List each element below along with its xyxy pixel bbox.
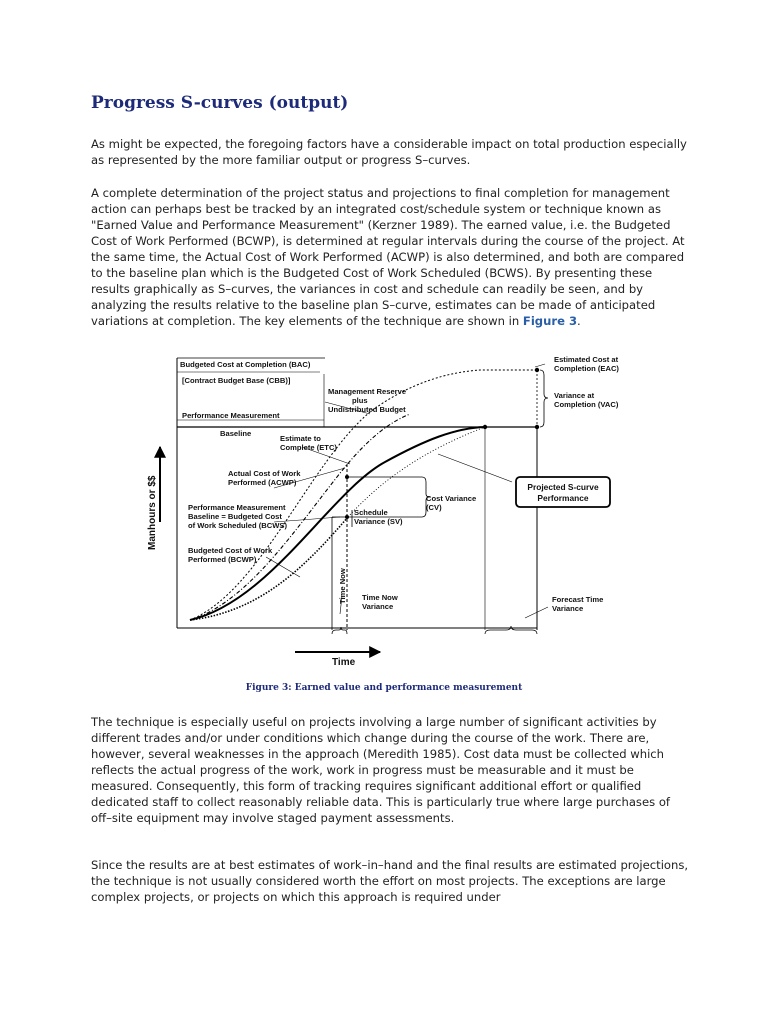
paragraph-earned-value-text: A complete determination of the project status and projections to final completion for management action can perhaps best be tracked by an integrated cost/schedule system or technique known as "Earned Value and Performance Measurement" (Kerzner 1989). The earned value, i.e. the Budgeted Cost of Work Performed (BCWP), is determined at regular intervals during the course of the project. At the same time, the Actual Cost of Work Performed (ACWP) is also determined, and both are compared to the baseline plan which is the Budgeted Cost of Work Scheduled (BCWS). By presenting these results graphically as S–curves, the variances in cost and schedule can readily be seen, and by analyzing the results relative to the baseline plan S–curve, estimates can be made of anticipated variations at completion. The key elements of the technique are shown in — [91, 186, 685, 328]
figure-earned-value-diagram — [140, 352, 640, 674]
label-ftv-1: Forecast Time — [552, 595, 604, 604]
page-title: Progress S-curves (output) — [91, 93, 349, 113]
label-sv-2: Variance (SV) — [354, 517, 403, 526]
label-mr-3: Undistributed Budget — [328, 405, 406, 414]
label-time-now-vertical: Time Now — [338, 568, 347, 604]
label-bcwp-1: Budgeted Cost of Work — [188, 546, 273, 555]
projected-leader — [438, 454, 512, 482]
bcwp-timenow-dot — [345, 515, 349, 519]
label-pmb-2: Baseline — [220, 429, 252, 438]
label-sv-1: Schedule — [354, 508, 388, 517]
label-bcws-1: Performance Measurement — [188, 503, 286, 512]
vac-brace — [540, 370, 548, 427]
label-mr-2: plus — [352, 396, 368, 405]
paragraph-intro: As might be expected, the foregoing factors have a considerable impact on total production especially as represented by the more familiar output or progress S–curves. — [91, 137, 687, 167]
paragraph-end-period: . — [577, 314, 581, 328]
label-bac: Budgeted Cost at Completion (BAC) — [180, 360, 311, 369]
label-eac-1: Estimated Cost at — [554, 355, 619, 364]
bac-dot — [535, 425, 539, 429]
label-ftv-2: Variance — [552, 604, 584, 613]
label-projected-2: Performance — [537, 493, 589, 503]
label-projected-1: Projected S-curve — [527, 482, 599, 492]
label-vac-1: Variance at — [554, 391, 595, 400]
completion-dot — [483, 425, 487, 429]
figure-3-link[interactable]: Figure 3 — [522, 314, 578, 328]
bcwp-curve — [190, 517, 348, 620]
figure-caption: Figure 3: Earned value and performance measurement — [245, 683, 523, 693]
label-mr-1: Management Reserve — [328, 387, 407, 396]
label-y-axis: Manhours or $$ — [147, 475, 158, 550]
eac-leader — [535, 364, 545, 367]
label-etc-2: Complete (ETC) — [280, 443, 337, 452]
label-eac-2: Completion (EAC) — [554, 364, 619, 373]
label-pmb-1: Performance Measurement — [182, 411, 280, 420]
label-cv-2: (CV) — [426, 503, 442, 512]
label-etc-1: Estimate to — [280, 434, 321, 443]
label-bcws-3: of Work Scheduled (BCWS) — [188, 521, 288, 530]
label-bcwp-2: Performed (BCWP) — [188, 555, 257, 564]
eac-dot — [535, 368, 539, 372]
forecast-brace — [485, 626, 537, 634]
label-tnv-2: Variance — [362, 602, 394, 611]
acwp-timenow-dot — [345, 475, 349, 479]
paragraph-exceptions: Since the results are at best estimates of work–in–hand and the final results are estimated projections, the technique is not usually considered worth the effort on most projects. The exceptions are large complex projects, or projects on which this approach is required under — [91, 858, 689, 904]
label-acwp-2: Performed (ACWP) — [228, 478, 297, 487]
label-x-axis: Time — [332, 657, 356, 668]
label-cbb: [Contract Budget Base (CBB)] — [182, 376, 291, 385]
label-acwp-1: Actual Cost of Work — [228, 469, 301, 478]
label-cv-1: Cost Variance — [426, 494, 477, 503]
label-vac-2: Completion (VAC) — [554, 400, 619, 409]
diagram-svg — [140, 352, 640, 674]
label-tnv-1: Time Now — [362, 593, 398, 602]
label-bcws-2: Baseline = Budgeted Cost — [188, 512, 282, 521]
paragraph-earned-value — [91, 185, 691, 329]
paragraph-weaknesses: The technique is especially useful on projects involving a large number of significant activities by different trades and/or under conditions which change during the course of the work. There are, however, several weaknesses in the approach (Meredith 1985). Cost data must be collected which reflects the actual progress of the work, work in progress must be measurable and it must be measured. Consequently, this form of tracking requires significant additional effort or qualified dedicated staff to collect reasonably reliable data. This is particularly true where large purchases of off–site equipment may involve staged payment assessments. — [91, 715, 671, 825]
